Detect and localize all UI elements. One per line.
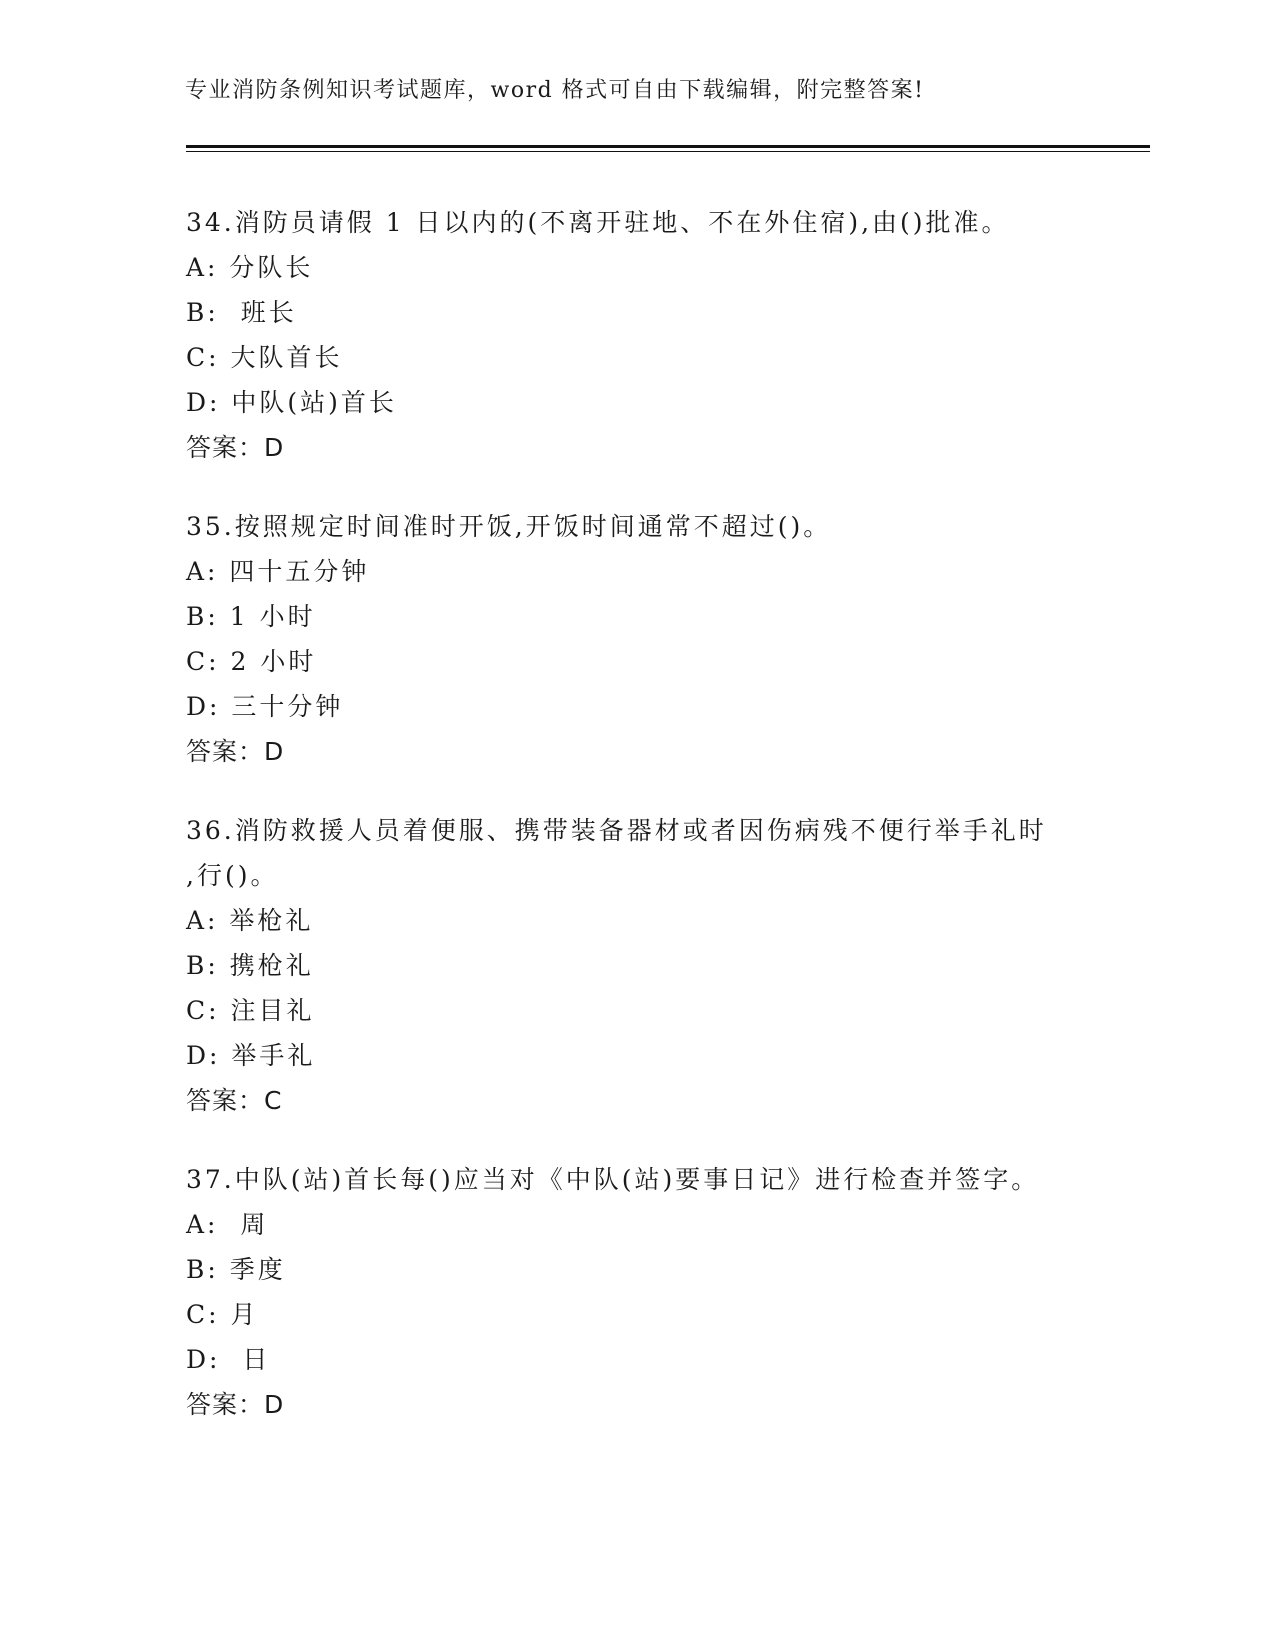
question-stem-line: ,行()。 [186,861,279,890]
option-c: C: 月 [186,1300,259,1329]
option-d: D: 三十分钟 [186,692,344,721]
header-divider-thick [186,145,1150,148]
option-a: A: 周 [186,1210,269,1239]
question-stem-line: 36.消防救援人员着便服、携带装备器材或者因伤病残不便行举手礼时 [186,816,1047,845]
answer-line: 答案：D [186,433,285,462]
option-d: D: 中队(站)首长 [186,388,397,417]
option-b: B: 携枪礼 [186,951,314,980]
answer-line: 答案：D [186,737,285,766]
option-d: D: 举手礼 [186,1041,316,1070]
question-36 [186,808,1086,1123]
question-37 [186,1157,1086,1427]
question-stem-line: 34.消防员请假 1 日以内的(不离开驻地、不在外住宿),由()批准。 [186,208,1010,237]
option-b: B: 班长 [186,298,297,327]
question-34 [186,200,1086,470]
question-stem [186,808,1086,898]
option-d: D: 日 [186,1345,271,1374]
option-a: A: 举枪礼 [186,906,314,935]
question-stem [186,200,1086,245]
option-a: A: 四十五分钟 [186,557,370,586]
option-c: C: 大队首长 [186,343,343,372]
answer-line: 答案：D [186,1390,285,1419]
answer-line: 答案：C [186,1086,283,1115]
question-stem-line: 37.中队(站)首长每()应当对《中队(站)要事日记》进行检查并签字。 [186,1165,1040,1194]
option-b: B: 季度 [186,1255,286,1284]
option-a: A: 分队长 [186,253,314,282]
page-header: 专业消防条例知识考试题库，word 格式可自由下载编辑，附完整答案! [185,78,925,103]
question-stem [186,1157,1086,1202]
question-stem [186,504,1086,549]
option-c: C: 注目礼 [186,996,315,1025]
question-35 [186,504,1086,774]
header-divider-thin [186,151,1150,152]
option-c: C: 2 小时 [186,647,317,676]
question-stem-line: 35.按照规定时间准时开饭,开饭时间通常不超过()。 [186,512,832,541]
option-b: B: 1 小时 [186,602,316,631]
question-list [186,200,1086,1461]
